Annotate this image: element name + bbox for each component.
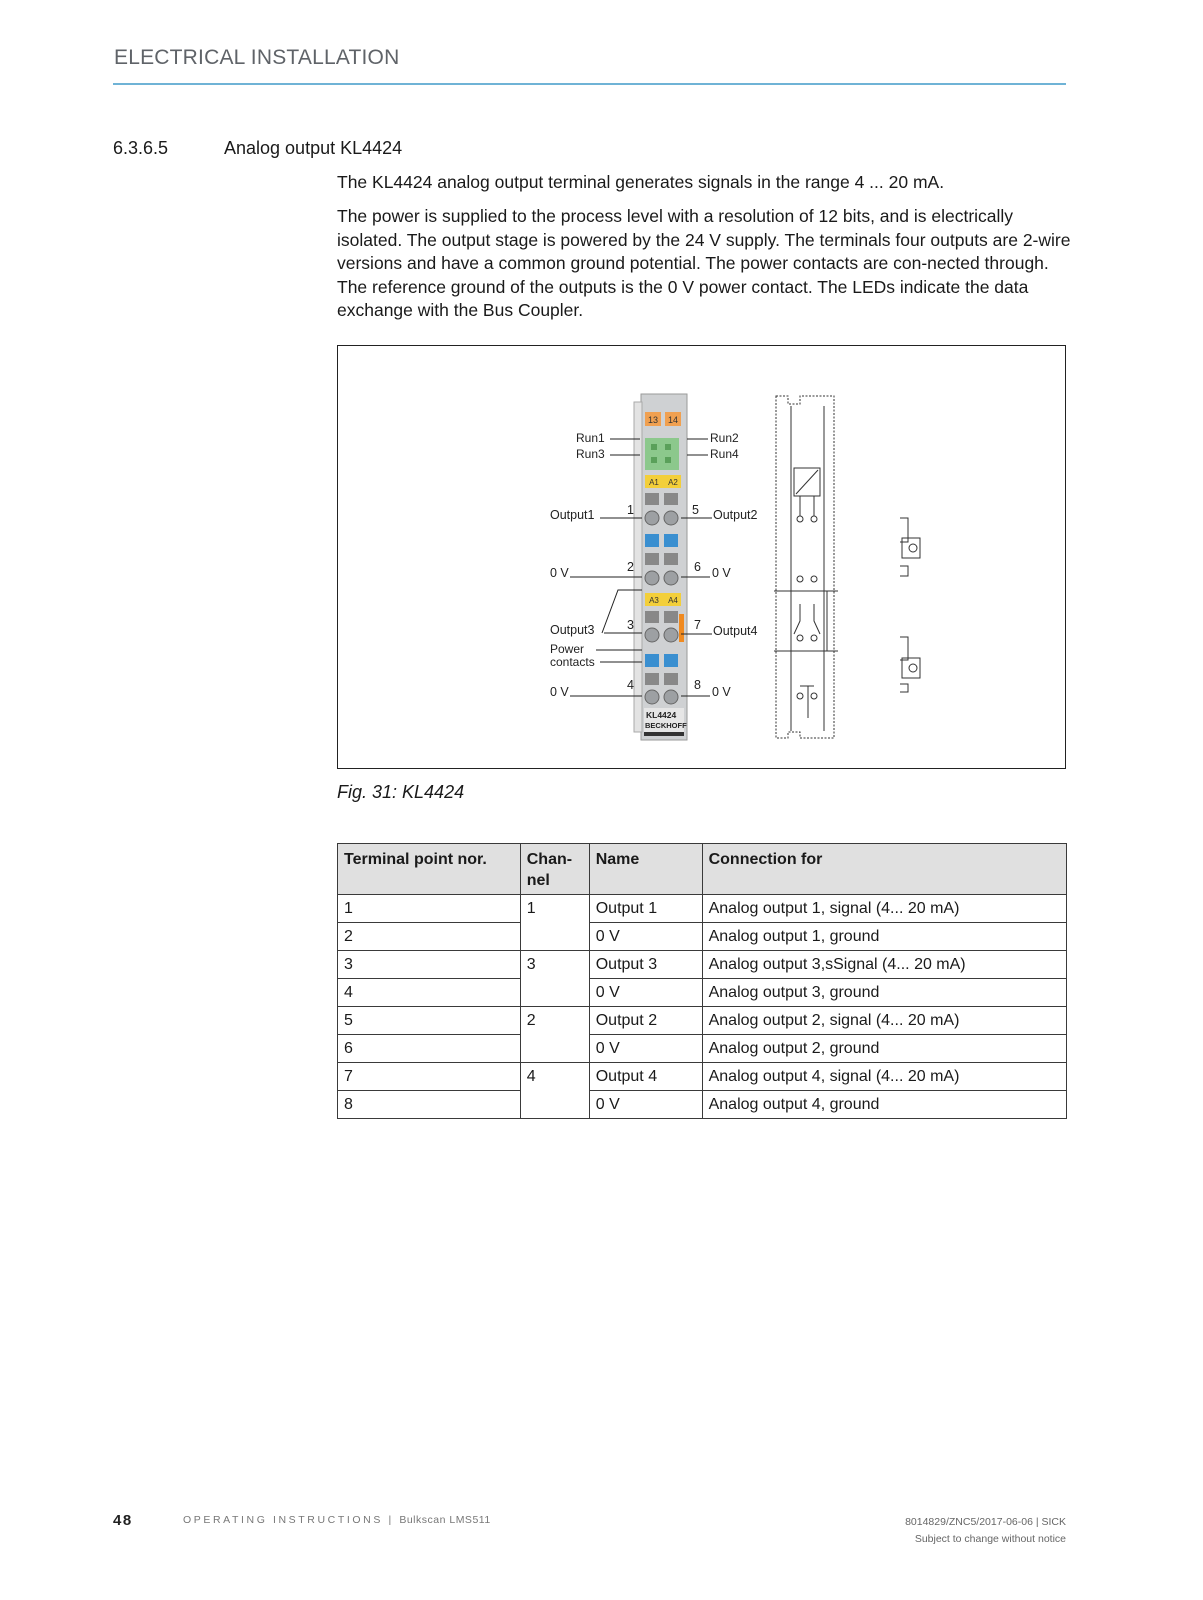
contact-slot: [645, 493, 659, 505]
cell-name: 0 V: [589, 923, 702, 951]
cell-connection: Analog output 1, signal (4... 20 mA): [702, 895, 1066, 923]
cell-name: Output 3: [589, 951, 702, 979]
terminal-left-rail: [634, 402, 642, 732]
col-header-channel: Chan- nel: [520, 844, 589, 895]
table-row: [338, 923, 1067, 951]
contact-slot: [664, 553, 678, 565]
col-header-name: Name: [589, 844, 702, 895]
label-output2: Output2: [713, 508, 758, 522]
table-row: [338, 979, 1067, 1007]
clamp: [645, 628, 659, 642]
footer-separator: |: [388, 1514, 394, 1526]
contact-slot: [645, 673, 659, 685]
terminal-num-3: 3: [627, 618, 634, 632]
led-run1: [651, 444, 657, 450]
label-0v-6: 0 V: [712, 566, 731, 580]
terminal-num-7: 7: [694, 618, 701, 632]
cell-name: 0 V: [589, 1091, 702, 1119]
terminal-num-1: 1: [627, 503, 634, 517]
label-a4: A4: [668, 596, 678, 605]
footer-right: [905, 1514, 1066, 1548]
model-label: KL4424: [646, 710, 677, 720]
label-run1: Run1: [576, 431, 605, 445]
label-a2: A2: [668, 478, 678, 487]
running-header: ELECTRICAL INSTALLATION: [114, 46, 400, 69]
label-run3: Run3: [576, 447, 605, 461]
label-0v-4: 0 V: [550, 685, 569, 699]
cell-connection: Analog output 1, ground: [702, 923, 1066, 951]
label-run4: Run4: [710, 447, 739, 461]
footer-doc-label: OPERATING INSTRUCTIONS: [183, 1514, 383, 1526]
cell-connection: Analog output 2, ground: [702, 1035, 1066, 1063]
label-run2: Run2: [710, 431, 739, 445]
label-power: Power: [550, 642, 585, 656]
page-number: 48: [113, 1512, 133, 1529]
terminal-num-5: 5: [692, 503, 699, 517]
cell-terminal: 6: [338, 1035, 521, 1063]
label-output1: Output1: [550, 508, 595, 522]
cell-name: Output 2: [589, 1007, 702, 1035]
cell-connection: Analog output 4, signal (4... 20 mA): [702, 1063, 1066, 1091]
table-row: [338, 951, 1067, 979]
led-block: [645, 438, 679, 470]
schematic-diagram: [774, 396, 920, 738]
contact-slot: [664, 673, 678, 685]
label-contacts: contacts: [550, 655, 595, 669]
clamp: [664, 628, 678, 642]
col-header-terminal: Terminal point nor.: [338, 844, 521, 895]
cell-channel: 4: [520, 1063, 589, 1119]
col-header-connection: Connection for: [702, 844, 1066, 895]
contact-slot: [645, 611, 659, 623]
led-run2: [665, 444, 671, 450]
contact-slot: [664, 611, 678, 623]
cell-channel: 3: [520, 951, 589, 1007]
table-row: [338, 1091, 1067, 1119]
orange-marker: [679, 614, 684, 642]
cell-channel: 2: [520, 1007, 589, 1063]
clamp: [645, 571, 659, 585]
led-label-14-text: 14: [667, 415, 679, 425]
header-rule: [113, 83, 1066, 85]
label-0v-8: 0 V: [712, 685, 731, 699]
table-row: [338, 895, 1067, 923]
footer-notice: Subject to change without notice: [914, 1533, 1066, 1545]
cell-connection: Analog output 3,sSignal (4... 20 mA): [702, 951, 1066, 979]
figure-kl4424: [337, 345, 1066, 769]
clamp: [645, 511, 659, 525]
led-run4: [665, 457, 671, 463]
cell-terminal: 2: [338, 923, 521, 951]
table-row: [338, 1035, 1067, 1063]
contact-slot: [664, 493, 678, 505]
label-0v-2: 0 V: [550, 566, 569, 580]
cell-terminal: 8: [338, 1091, 521, 1119]
label-a3: A3: [649, 596, 659, 605]
terminal-num-6: 6: [694, 560, 701, 574]
section-title: Analog output KL4424: [224, 138, 403, 158]
bottom-strip: [644, 732, 684, 736]
cell-terminal: 5: [338, 1007, 521, 1035]
blue-contact: [664, 654, 678, 667]
clamp: [664, 511, 678, 525]
table-header-row: [338, 844, 1067, 895]
cell-terminal: 4: [338, 979, 521, 1007]
description-paragraph: The power is supplied to the process level with a resolution of 12 bits, and is electrically isolated. The output stage is powered by the 24 V supply. The terminals four outputs are 2-wire versions and have a common ground potential. The power contacts are con-nected through. The reference ground of the outputs is the 0 V power contact. The LEDs indicate the data exchange with the Bus Coupler.: [337, 206, 1071, 321]
cell-connection: Analog output 4, ground: [702, 1091, 1066, 1119]
blue-contact: [645, 654, 659, 667]
cell-terminal: 3: [338, 951, 521, 979]
led-label-13-text: 13: [647, 415, 659, 425]
clamp: [645, 690, 659, 704]
intro-paragraph: The KL4424 analog output terminal generates signals in the range 4 ... 20 mA.: [337, 172, 945, 192]
cell-name: 0 V: [589, 1035, 702, 1063]
brand-label: BECKHOFF: [645, 721, 687, 730]
connection-table: [337, 843, 1067, 1119]
cell-terminal: 7: [338, 1063, 521, 1091]
cell-terminal: 1: [338, 895, 521, 923]
cell-connection: Analog output 3, ground: [702, 979, 1066, 1007]
cell-name: 0 V: [589, 979, 702, 1007]
led-run3: [651, 457, 657, 463]
blue-contact: [645, 534, 659, 547]
footer-doc-id: 8014829/ZNC5/2017-06-06 | SICK: [905, 1516, 1066, 1528]
section-number: 6.3.6.5: [113, 138, 169, 158]
blue-contact: [664, 534, 678, 547]
figure-caption: Fig. 31: KL4424: [337, 782, 465, 802]
contact-slot: [645, 553, 659, 565]
terminal-diagram: [338, 346, 1067, 770]
clamp: [664, 571, 678, 585]
label-output3: Output3: [550, 623, 595, 637]
cell-name: Output 4: [589, 1063, 702, 1091]
label-output4: Output4: [713, 624, 758, 638]
table-row: [338, 1063, 1067, 1091]
terminal-num-4: 4: [627, 678, 634, 692]
terminal-num-2: 2: [627, 560, 634, 574]
cell-channel: 1: [520, 895, 589, 951]
footer-doc-title: [183, 1514, 491, 1526]
cell-connection: Analog output 2, signal (4... 20 mA): [702, 1007, 1066, 1035]
table-row: [338, 1007, 1067, 1035]
label-a1: A1: [649, 478, 659, 487]
cell-name: Output 1: [589, 895, 702, 923]
clamp: [664, 690, 678, 704]
footer-product: Bulkscan LMS511: [399, 1514, 491, 1526]
terminal-num-8: 8: [694, 678, 701, 692]
